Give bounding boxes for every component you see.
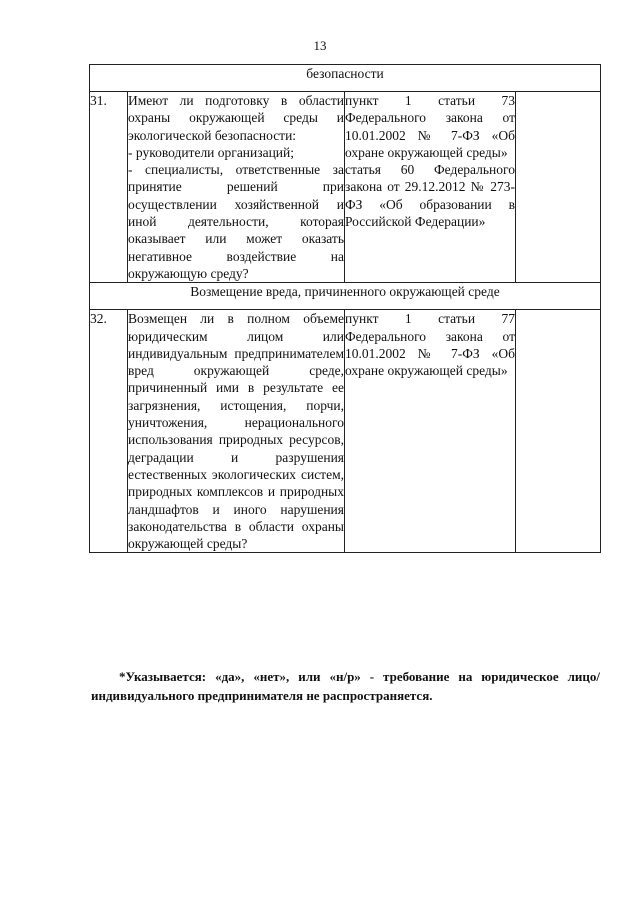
legal-basis-cell bbox=[345, 92, 516, 283]
section-row bbox=[90, 65, 601, 92]
row-number: 31. bbox=[90, 92, 128, 283]
legal-basis-cell bbox=[345, 310, 516, 553]
section-title: Возмещение вреда, причиненного окружающей среде bbox=[90, 283, 601, 310]
footnote-text: *Указывается: «да», «нет», или «н/р» - требование на юридическое лицо/индивидуального предпринимателя не распространяется. bbox=[91, 669, 600, 703]
row-number: 32. bbox=[90, 310, 128, 553]
question-cell bbox=[128, 310, 345, 553]
legal-basis-text: пункт 1 статьи 77 Федерального закона от 10.01.2002 № 7-ФЗ «Об охране окружающей среды» bbox=[345, 311, 515, 379]
footnote bbox=[91, 667, 600, 705]
legal-basis-text: статья 60 Федерального закона от 29.12.2012 № 273-ФЗ «Об образовании в Российской Федерации» bbox=[345, 162, 515, 230]
answer-cell[interactable] bbox=[516, 310, 601, 553]
legal-basis-text: пункт 1 статьи 73 Федерального закона от 10.01.2002 № 7-ФЗ «Об охране окружающей среды» bbox=[345, 93, 515, 160]
table-row bbox=[90, 310, 601, 553]
page-number: 13 bbox=[313, 38, 327, 53]
section-title: безопасности bbox=[90, 65, 601, 92]
section-row bbox=[90, 283, 601, 310]
table-row bbox=[90, 92, 601, 283]
question-text: Имеют ли подготовку в области охраны окружающей среды и экологической безопасности: bbox=[128, 93, 344, 143]
checklist-table bbox=[89, 64, 601, 553]
question-text: - руководители организаций; bbox=[128, 144, 295, 160]
question-text: Возмещен ли в полном объеме юридическим лицом или индивидуальным предпринимателем вред окружающей среде, причиненный ими в результате ее загрязнения, истощения, порчи, уничтожения, нерационального использования природных ресурсов, деградации и разрушения естественных экологических систем, природных комплексов и природных ландшафтов и иного нарушения законодательства в области охраны окружающей среды? bbox=[128, 311, 344, 552]
question-cell bbox=[128, 92, 345, 283]
question-text: - специалисты, ответственные за принятие решений при осуществлении хозяйственной и иной деятельности, которая оказывает или может оказать негативное воздействие на окружающую среду? bbox=[128, 162, 344, 281]
answer-cell[interactable] bbox=[516, 92, 601, 283]
